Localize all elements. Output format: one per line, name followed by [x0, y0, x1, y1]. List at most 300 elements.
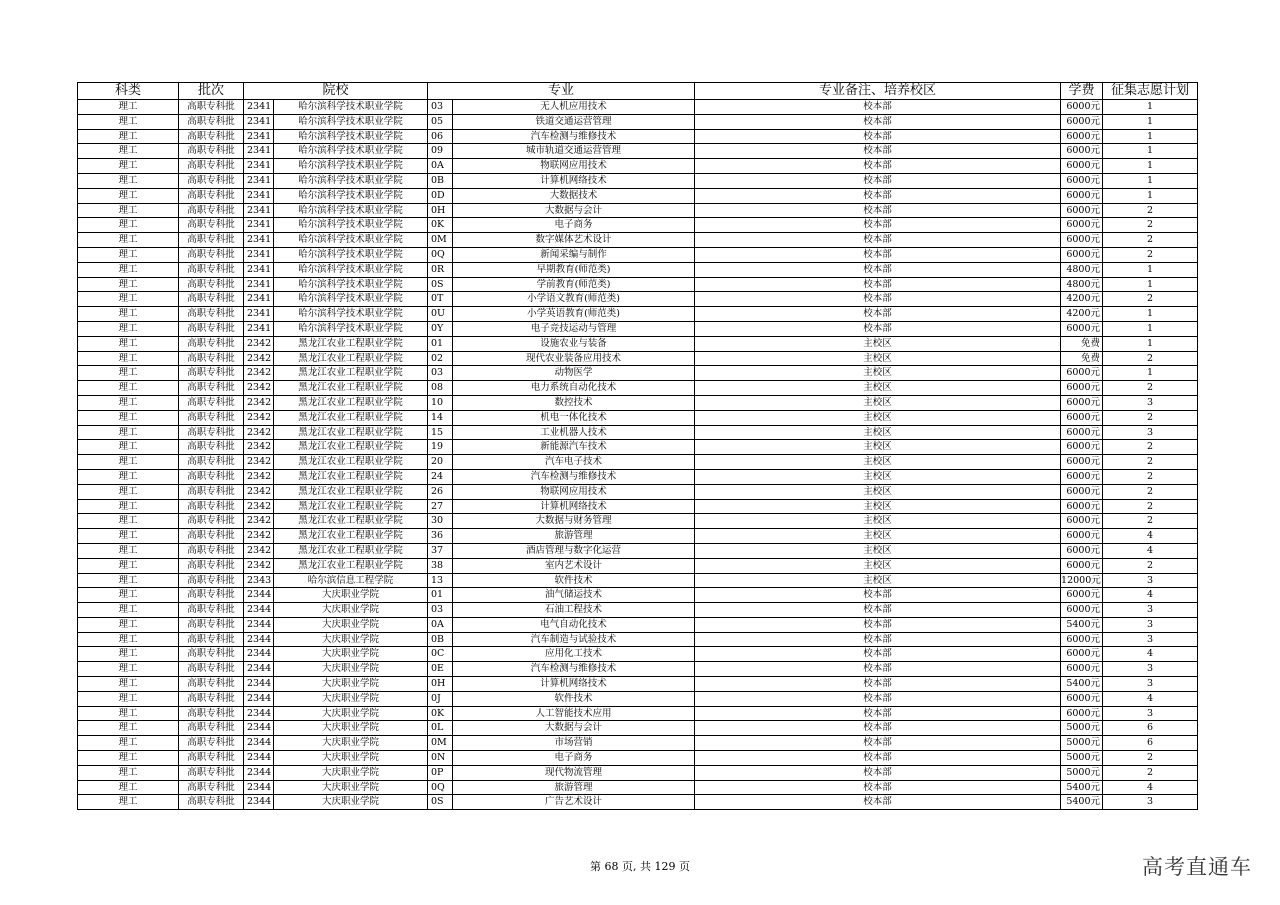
cell-major-name: 软件技术 — [453, 691, 695, 706]
table-row — [78, 307, 1198, 322]
cell-batch: 高职专科批 — [179, 751, 244, 766]
cell-tuition: 6000元 — [1061, 647, 1103, 662]
cell-batch: 高职专科批 — [179, 218, 244, 233]
table-row — [78, 543, 1198, 558]
cell-major-code: 19 — [428, 440, 453, 455]
cell-school-code: 2342 — [244, 440, 274, 455]
cell-major-code: 0Q — [428, 780, 453, 795]
cell-campus: 校本部 — [695, 188, 1061, 203]
cell-tuition: 6000元 — [1061, 440, 1103, 455]
cell-tuition: 6000元 — [1061, 603, 1103, 618]
table-row — [78, 292, 1198, 307]
cell-campus: 校本部 — [695, 277, 1061, 292]
cell-school-name: 黑龙江农业工程职业学院 — [274, 410, 428, 425]
cell-major-name: 人工智能技术应用 — [453, 706, 695, 721]
cell-major-name: 数控技术 — [453, 395, 695, 410]
cell-school-name: 黑龙江农业工程职业学院 — [274, 469, 428, 484]
cell-major-code: 06 — [428, 129, 453, 144]
cell-school-name: 黑龙江农业工程职业学院 — [274, 455, 428, 470]
cell-batch: 高职专科批 — [179, 247, 244, 262]
cell-school-name: 大庆职业学院 — [274, 780, 428, 795]
cell-school-code: 2344 — [244, 706, 274, 721]
cell-school-name: 黑龙江农业工程职业学院 — [274, 514, 428, 529]
cell-school-code: 2342 — [244, 469, 274, 484]
cell-major-name: 计算机网络技术 — [453, 677, 695, 692]
cell-school-code: 2342 — [244, 514, 274, 529]
cell-batch: 高职专科批 — [179, 543, 244, 558]
cell-major-code: 0Y — [428, 321, 453, 336]
cell-major-code: 01 — [428, 336, 453, 351]
cell-major-name: 广告艺术设计 — [453, 795, 695, 810]
cell-quota: 4 — [1103, 543, 1198, 558]
cell-major-code: 0J — [428, 691, 453, 706]
cell-campus: 主校区 — [695, 573, 1061, 588]
cell-tuition: 6000元 — [1061, 455, 1103, 470]
cell-major-code: 0C — [428, 647, 453, 662]
cell-tuition: 5000元 — [1061, 765, 1103, 780]
cell-quota: 2 — [1103, 499, 1198, 514]
cell-tuition: 12000元 — [1061, 573, 1103, 588]
cell-batch: 高职专科批 — [179, 780, 244, 795]
cell-major-name: 大数据与财务管理 — [453, 514, 695, 529]
cell-school-code: 2342 — [244, 484, 274, 499]
cell-major-code: 0S — [428, 795, 453, 810]
cell-tuition: 4800元 — [1061, 262, 1103, 277]
cell-campus: 主校区 — [695, 469, 1061, 484]
cell-school-name: 黑龙江农业工程职业学院 — [274, 499, 428, 514]
cell-school-code: 2341 — [244, 173, 274, 188]
cell-major-code: 0M — [428, 233, 453, 248]
watermark-text: 高考直通车 — [1142, 855, 1252, 879]
cell-subject-type: 理工 — [78, 425, 179, 440]
cell-campus: 校本部 — [695, 588, 1061, 603]
cell-quota: 3 — [1103, 617, 1198, 632]
header-quota: 征集志愿计划 — [1103, 83, 1198, 100]
cell-school-name: 大庆职业学院 — [274, 662, 428, 677]
cell-quota: 4 — [1103, 588, 1198, 603]
cell-major-name: 汽车检测与维修技术 — [453, 129, 695, 144]
cell-school-name: 哈尔滨科学技术职业学院 — [274, 188, 428, 203]
cell-major-name: 大数据与会计 — [453, 203, 695, 218]
cell-major-name: 汽车制造与试验技术 — [453, 632, 695, 647]
cell-school-code: 2341 — [244, 203, 274, 218]
cell-batch: 高职专科批 — [179, 351, 244, 366]
table-row — [78, 455, 1198, 470]
cell-campus: 校本部 — [695, 677, 1061, 692]
cell-major-code: 20 — [428, 455, 453, 470]
cell-major-name: 动物医学 — [453, 366, 695, 381]
cell-campus: 校本部 — [695, 691, 1061, 706]
cell-tuition: 6000元 — [1061, 662, 1103, 677]
table-row — [78, 736, 1198, 751]
cell-school-code: 2341 — [244, 321, 274, 336]
table-row — [78, 677, 1198, 692]
cell-tuition: 6000元 — [1061, 100, 1103, 115]
table-row — [78, 321, 1198, 336]
cell-quota: 1 — [1103, 307, 1198, 322]
cell-major-code: 03 — [428, 100, 453, 115]
cell-batch: 高职专科批 — [179, 336, 244, 351]
cell-campus: 校本部 — [695, 795, 1061, 810]
cell-subject-type: 理工 — [78, 129, 179, 144]
cell-subject-type: 理工 — [78, 647, 179, 662]
cell-campus: 主校区 — [695, 514, 1061, 529]
cell-quota: 3 — [1103, 677, 1198, 692]
table-row — [78, 647, 1198, 662]
cell-campus: 主校区 — [695, 336, 1061, 351]
cell-quota: 2 — [1103, 765, 1198, 780]
cell-school-name: 哈尔滨科学技术职业学院 — [274, 233, 428, 248]
table-row — [78, 203, 1198, 218]
cell-campus: 校本部 — [695, 751, 1061, 766]
cell-subject-type: 理工 — [78, 736, 179, 751]
cell-school-name: 黑龙江农业工程职业学院 — [274, 351, 428, 366]
cell-major-code: 30 — [428, 514, 453, 529]
cell-school-code: 2344 — [244, 662, 274, 677]
table-row — [78, 129, 1198, 144]
cell-subject-type: 理工 — [78, 233, 179, 248]
cell-major-name: 计算机网络技术 — [453, 499, 695, 514]
cell-subject-type: 理工 — [78, 469, 179, 484]
table-row — [78, 188, 1198, 203]
cell-subject-type: 理工 — [78, 262, 179, 277]
cell-quota: 2 — [1103, 381, 1198, 396]
table-row — [78, 395, 1198, 410]
cell-school-name: 黑龙江农业工程职业学院 — [274, 543, 428, 558]
cell-school-name: 哈尔滨科学技术职业学院 — [274, 292, 428, 307]
cell-campus: 校本部 — [695, 114, 1061, 129]
cell-school-code: 2343 — [244, 573, 274, 588]
table-row — [78, 410, 1198, 425]
cell-school-name: 黑龙江农业工程职业学院 — [274, 395, 428, 410]
cell-major-name: 物联网应用技术 — [453, 159, 695, 174]
cell-school-code: 2344 — [244, 736, 274, 751]
cell-subject-type: 理工 — [78, 218, 179, 233]
cell-subject-type: 理工 — [78, 706, 179, 721]
cell-subject-type: 理工 — [78, 307, 179, 322]
admissions-table — [77, 82, 1198, 810]
cell-major-name: 现代物流管理 — [453, 765, 695, 780]
cell-major-name: 新闻采编与制作 — [453, 247, 695, 262]
cell-tuition: 4200元 — [1061, 292, 1103, 307]
cell-school-name: 大庆职业学院 — [274, 706, 428, 721]
cell-quota: 1 — [1103, 159, 1198, 174]
table-row — [78, 366, 1198, 381]
cell-school-code: 2341 — [244, 129, 274, 144]
cell-school-code: 2341 — [244, 144, 274, 159]
cell-batch: 高职专科批 — [179, 632, 244, 647]
cell-campus: 校本部 — [695, 765, 1061, 780]
cell-major-code: 03 — [428, 603, 453, 618]
cell-tuition: 6000元 — [1061, 499, 1103, 514]
cell-campus: 校本部 — [695, 159, 1061, 174]
cell-school-name: 黑龙江农业工程职业学院 — [274, 381, 428, 396]
cell-school-name: 哈尔滨科学技术职业学院 — [274, 218, 428, 233]
cell-tuition: 6000元 — [1061, 247, 1103, 262]
table-row — [78, 662, 1198, 677]
cell-tuition: 6000元 — [1061, 632, 1103, 647]
cell-major-name: 软件技术 — [453, 573, 695, 588]
cell-tuition: 6000元 — [1061, 144, 1103, 159]
header-major: 专业 — [428, 83, 695, 100]
cell-school-code: 2341 — [244, 188, 274, 203]
cell-school-code: 2342 — [244, 529, 274, 544]
cell-major-code: 0U — [428, 307, 453, 322]
table-row — [78, 159, 1198, 174]
cell-major-code: 26 — [428, 484, 453, 499]
cell-subject-type: 理工 — [78, 100, 179, 115]
cell-major-code: 14 — [428, 410, 453, 425]
table-row — [78, 100, 1198, 115]
table-row — [78, 721, 1198, 736]
cell-subject-type: 理工 — [78, 395, 179, 410]
cell-school-name: 大庆职业学院 — [274, 647, 428, 662]
cell-tuition: 6000元 — [1061, 543, 1103, 558]
cell-school-name: 大庆职业学院 — [274, 721, 428, 736]
cell-quota: 1 — [1103, 262, 1198, 277]
cell-school-name: 哈尔滨科学技术职业学院 — [274, 321, 428, 336]
table-row — [78, 573, 1198, 588]
cell-tuition: 5000元 — [1061, 736, 1103, 751]
header-remarks-campus: 专业备注、培养校区 — [695, 83, 1061, 100]
cell-subject-type: 理工 — [78, 247, 179, 262]
cell-batch: 高职专科批 — [179, 662, 244, 677]
cell-batch: 高职专科批 — [179, 307, 244, 322]
cell-tuition: 5400元 — [1061, 795, 1103, 810]
cell-major-name: 大数据技术 — [453, 188, 695, 203]
cell-school-code: 2344 — [244, 647, 274, 662]
cell-tuition: 6000元 — [1061, 188, 1103, 203]
cell-batch: 高职专科批 — [179, 558, 244, 573]
cell-tuition: 免费 — [1061, 336, 1103, 351]
cell-campus: 校本部 — [695, 780, 1061, 795]
cell-batch: 高职专科批 — [179, 262, 244, 277]
cell-major-code: 08 — [428, 381, 453, 396]
cell-school-name: 大庆职业学院 — [274, 632, 428, 647]
cell-major-name: 现代农业装备应用技术 — [453, 351, 695, 366]
cell-batch: 高职专科批 — [179, 233, 244, 248]
cell-batch: 高职专科批 — [179, 159, 244, 174]
cell-campus: 校本部 — [695, 233, 1061, 248]
cell-major-code: 0B — [428, 632, 453, 647]
cell-subject-type: 理工 — [78, 662, 179, 677]
cell-quota: 2 — [1103, 455, 1198, 470]
cell-quota: 1 — [1103, 114, 1198, 129]
cell-tuition: 6000元 — [1061, 691, 1103, 706]
cell-school-name: 大庆职业学院 — [274, 691, 428, 706]
cell-quota: 2 — [1103, 292, 1198, 307]
table-row — [78, 632, 1198, 647]
header-batch: 批次 — [179, 83, 244, 100]
cell-quota: 4 — [1103, 691, 1198, 706]
cell-batch: 高职专科批 — [179, 129, 244, 144]
cell-campus: 主校区 — [695, 366, 1061, 381]
cell-tuition: 5400元 — [1061, 617, 1103, 632]
cell-major-code: 09 — [428, 144, 453, 159]
cell-campus: 校本部 — [695, 736, 1061, 751]
cell-major-name: 电子商务 — [453, 751, 695, 766]
table-body — [78, 100, 1198, 810]
cell-subject-type: 理工 — [78, 514, 179, 529]
cell-batch: 高职专科批 — [179, 677, 244, 692]
table-row — [78, 173, 1198, 188]
cell-major-name: 市场营销 — [453, 736, 695, 751]
cell-quota: 1 — [1103, 100, 1198, 115]
cell-tuition: 5000元 — [1061, 751, 1103, 766]
cell-campus: 主校区 — [695, 558, 1061, 573]
cell-subject-type: 理工 — [78, 617, 179, 632]
cell-school-name: 哈尔滨科学技术职业学院 — [274, 114, 428, 129]
table-row — [78, 469, 1198, 484]
cell-school-code: 2341 — [244, 247, 274, 262]
cell-major-name: 新能源汽车技术 — [453, 440, 695, 455]
cell-tuition: 6000元 — [1061, 173, 1103, 188]
cell-subject-type: 理工 — [78, 780, 179, 795]
cell-major-code: 0R — [428, 262, 453, 277]
cell-subject-type: 理工 — [78, 159, 179, 174]
cell-subject-type: 理工 — [78, 603, 179, 618]
table-row — [78, 603, 1198, 618]
cell-tuition: 6000元 — [1061, 114, 1103, 129]
cell-school-name: 哈尔滨科学技术职业学院 — [274, 247, 428, 262]
cell-campus: 校本部 — [695, 706, 1061, 721]
cell-subject-type: 理工 — [78, 277, 179, 292]
cell-tuition: 6000元 — [1061, 203, 1103, 218]
cell-quota: 6 — [1103, 721, 1198, 736]
cell-quota: 1 — [1103, 321, 1198, 336]
cell-major-name: 城市轨道交通运营管理 — [453, 144, 695, 159]
cell-school-code: 2342 — [244, 381, 274, 396]
cell-major-code: 0K — [428, 218, 453, 233]
cell-batch: 高职专科批 — [179, 410, 244, 425]
cell-school-code: 2341 — [244, 292, 274, 307]
cell-campus: 校本部 — [695, 292, 1061, 307]
header-row — [78, 83, 1198, 100]
cell-batch: 高职专科批 — [179, 455, 244, 470]
cell-tuition: 6000元 — [1061, 410, 1103, 425]
cell-school-name: 大庆职业学院 — [274, 736, 428, 751]
cell-batch: 高职专科批 — [179, 395, 244, 410]
cell-batch: 高职专科批 — [179, 321, 244, 336]
cell-tuition: 6000元 — [1061, 321, 1103, 336]
cell-quota: 3 — [1103, 573, 1198, 588]
cell-batch: 高职专科批 — [179, 366, 244, 381]
cell-major-code: 0M — [428, 736, 453, 751]
cell-school-name: 黑龙江农业工程职业学院 — [274, 425, 428, 440]
table-row — [78, 114, 1198, 129]
cell-quota: 2 — [1103, 203, 1198, 218]
cell-major-name: 汽车电子技术 — [453, 455, 695, 470]
cell-campus: 主校区 — [695, 455, 1061, 470]
header-tuition: 学费 — [1061, 83, 1103, 100]
cell-major-name: 铁道交通运营管理 — [453, 114, 695, 129]
table-row — [78, 529, 1198, 544]
cell-quota: 2 — [1103, 484, 1198, 499]
cell-subject-type: 理工 — [78, 144, 179, 159]
cell-major-name: 早期教育(师范类) — [453, 262, 695, 277]
cell-campus: 校本部 — [695, 603, 1061, 618]
cell-major-code: 0D — [428, 188, 453, 203]
cell-school-name: 哈尔滨科学技术职业学院 — [274, 203, 428, 218]
cell-school-code: 2344 — [244, 603, 274, 618]
table-row — [78, 233, 1198, 248]
cell-major-code: 15 — [428, 425, 453, 440]
cell-quota: 2 — [1103, 218, 1198, 233]
cell-subject-type: 理工 — [78, 455, 179, 470]
cell-major-code: 36 — [428, 529, 453, 544]
cell-school-name: 黑龙江农业工程职业学院 — [274, 366, 428, 381]
cell-major-name: 电气自动化技术 — [453, 617, 695, 632]
cell-tuition: 6000元 — [1061, 588, 1103, 603]
cell-subject-type: 理工 — [78, 440, 179, 455]
cell-major-name: 设施农业与装备 — [453, 336, 695, 351]
cell-school-name: 大庆职业学院 — [274, 677, 428, 692]
cell-school-name: 黑龙江农业工程职业学院 — [274, 440, 428, 455]
table-row — [78, 617, 1198, 632]
table-row — [78, 247, 1198, 262]
header-subject-type: 科类 — [78, 83, 179, 100]
cell-campus: 主校区 — [695, 499, 1061, 514]
cell-campus: 校本部 — [695, 100, 1061, 115]
cell-quota: 1 — [1103, 277, 1198, 292]
cell-school-name: 黑龙江农业工程职业学院 — [274, 558, 428, 573]
cell-major-code: 0L — [428, 721, 453, 736]
cell-quota: 3 — [1103, 632, 1198, 647]
cell-tuition: 5400元 — [1061, 780, 1103, 795]
cell-major-code: 03 — [428, 366, 453, 381]
cell-batch: 高职专科批 — [179, 617, 244, 632]
cell-subject-type: 理工 — [78, 558, 179, 573]
cell-quota: 1 — [1103, 173, 1198, 188]
cell-batch: 高职专科批 — [179, 173, 244, 188]
cell-school-name: 哈尔滨科学技术职业学院 — [274, 144, 428, 159]
cell-school-name: 黑龙江农业工程职业学院 — [274, 529, 428, 544]
cell-major-code: 27 — [428, 499, 453, 514]
cell-campus: 校本部 — [695, 129, 1061, 144]
cell-major-name: 石油工程技术 — [453, 603, 695, 618]
cell-school-code: 2342 — [244, 336, 274, 351]
cell-major-code: 0T — [428, 292, 453, 307]
cell-major-code: 38 — [428, 558, 453, 573]
cell-tuition: 4800元 — [1061, 277, 1103, 292]
cell-quota: 2 — [1103, 751, 1198, 766]
cell-major-code: 02 — [428, 351, 453, 366]
table-row — [78, 514, 1198, 529]
cell-major-code: 0K — [428, 706, 453, 721]
cell-major-name: 机电一体化技术 — [453, 410, 695, 425]
cell-subject-type: 理工 — [78, 410, 179, 425]
cell-major-code: 0B — [428, 173, 453, 188]
table-row — [78, 691, 1198, 706]
cell-school-code: 2341 — [244, 307, 274, 322]
cell-major-code: 37 — [428, 543, 453, 558]
cell-school-name: 大庆职业学院 — [274, 751, 428, 766]
cell-campus: 校本部 — [695, 632, 1061, 647]
cell-tuition: 6000元 — [1061, 129, 1103, 144]
cell-school-code: 2341 — [244, 159, 274, 174]
table-row — [78, 381, 1198, 396]
cell-campus: 校本部 — [695, 321, 1061, 336]
cell-batch: 高职专科批 — [179, 203, 244, 218]
cell-batch: 高职专科批 — [179, 765, 244, 780]
cell-school-name: 哈尔滨科学技术职业学院 — [274, 159, 428, 174]
cell-major-code: 0P — [428, 765, 453, 780]
cell-quota: 3 — [1103, 662, 1198, 677]
cell-campus: 校本部 — [695, 247, 1061, 262]
cell-school-code: 2342 — [244, 543, 274, 558]
cell-batch: 高职专科批 — [179, 603, 244, 618]
cell-subject-type: 理工 — [78, 351, 179, 366]
